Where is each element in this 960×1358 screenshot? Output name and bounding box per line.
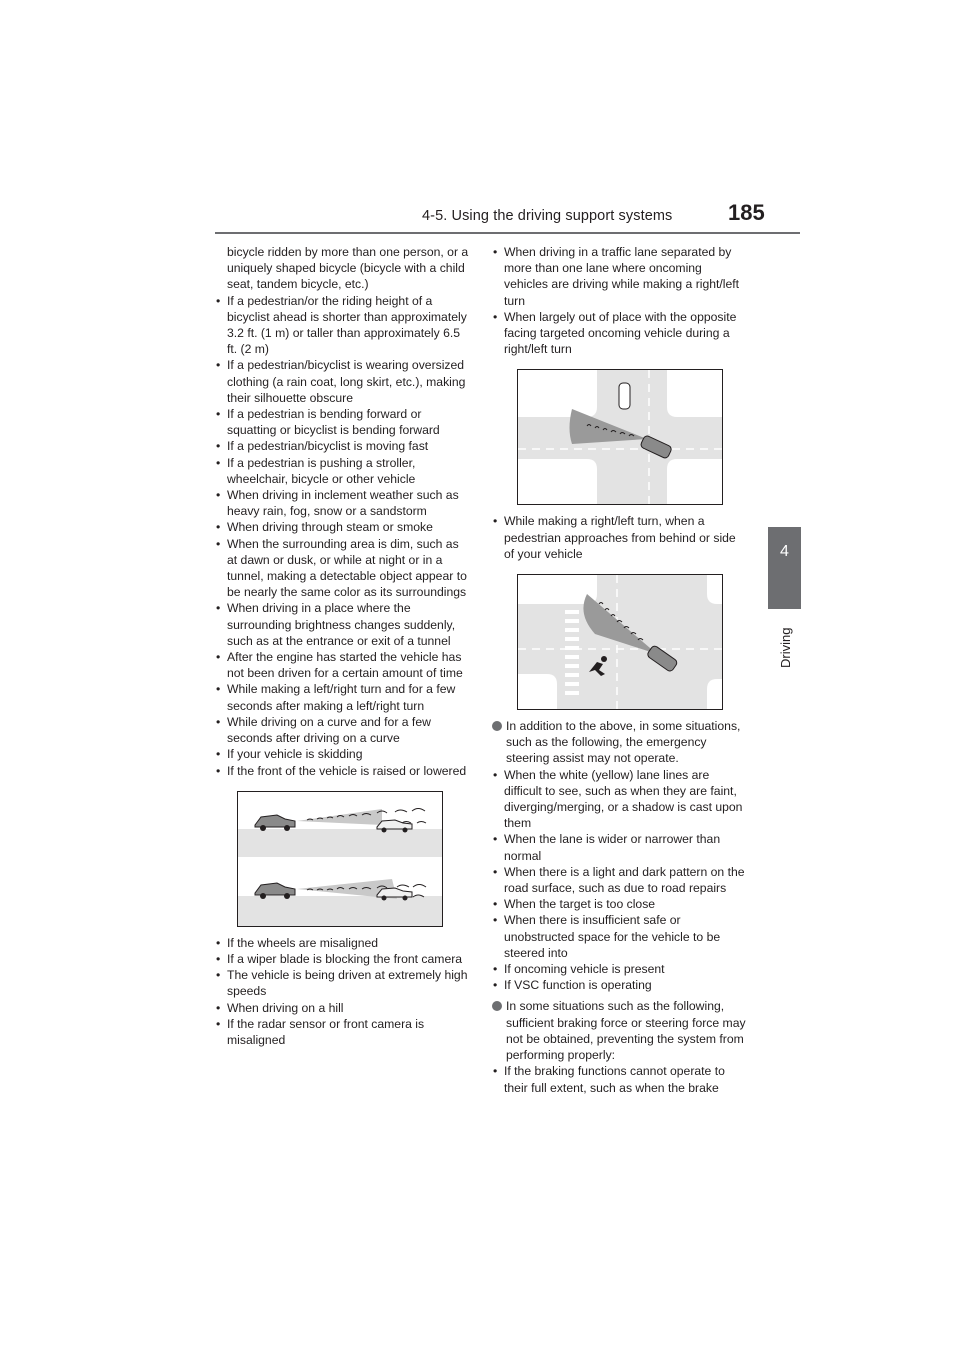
- list-item: • If the wheels are misaligned: [216, 935, 379, 950]
- list-item: • When the surrounding area is dim, such as at dawn or dusk, or while at night or in a tunnel, making a detectable object appear to be nearly the same color as its surroundings: [216, 536, 467, 600]
- list-item: • While making a left/right turn and for a few seconds after making a left/right turn: [216, 682, 456, 713]
- list-item: • If VSC function is operating: [493, 978, 652, 993]
- list-item: • When largely out of place with the opposite facing targeted oncoming vehicle during a right/left turn: [493, 309, 737, 357]
- car-icon: [619, 383, 630, 409]
- illustration-oncoming-turn: [517, 369, 747, 505]
- bullet-list-b: [215, 935, 470, 1048]
- bullet-list-a: [215, 293, 470, 779]
- chapter-label-text: Driving: [778, 627, 793, 668]
- illustration-raised-lowered-vehicle: [237, 791, 470, 927]
- page-number: 185: [728, 200, 765, 225]
- right-column: [492, 244, 747, 1096]
- list-item: • When driving in a traffic lane separated by more than one lane where oncoming vehicles are driving while making a right/left turn: [493, 245, 740, 308]
- list-item: • If your vehicle is skidding: [216, 747, 363, 762]
- list-item: • If a pedestrian/bicyclist is moving fast: [216, 439, 429, 454]
- list-item: • If the front of the vehicle is raised or lowered: [216, 763, 467, 778]
- bullet-list-e: [492, 767, 747, 994]
- list-item: • If the radar sensor or front camera is misaligned: [216, 1016, 425, 1047]
- list-item: • If oncoming vehicle is present: [493, 962, 665, 977]
- bullet-list-d: [492, 513, 747, 562]
- list-item: • When driving through steam or smoke: [216, 520, 433, 535]
- list-item: • After the engine has started the vehicle has not been driven for a certain amount of time: [216, 650, 463, 681]
- list-item: • If a pedestrian/bicyclist is wearing oversized clothing (a rain coat, long skirt, etc.), making their silhouette obscure: [216, 358, 466, 405]
- bullet-list-c: [492, 244, 747, 357]
- list-item: • If a wiper blade is blocking the front camera: [216, 951, 463, 966]
- note-emergency-steering: In addition to the above, in some situations, such as the following, the emergency steering assist may not operate.: [492, 718, 747, 767]
- list-item: • If a pedestrian is pushing a stroller, wheelchair, bicycle or other vehicle: [216, 455, 416, 486]
- list-item: • When the target is too close: [493, 897, 656, 912]
- list-item: • If the braking functions cannot operate to their full extent, such as when the brake: [493, 1064, 725, 1095]
- list-item: • The vehicle is being driven at extremely high speeds: [216, 968, 468, 999]
- header-divider: [215, 232, 800, 234]
- list-item: • When the lane is wider or narrower than normal: [493, 832, 721, 863]
- chapter-label: [775, 610, 795, 670]
- chapter-number: 4: [780, 543, 789, 560]
- bullet-list-f: [492, 1063, 747, 1095]
- note-braking-force: In some situations such as the following, sufficient braking force or steering force may not be obtained, preventing the system from performing properly:: [492, 998, 747, 1063]
- list-item: • When driving in inclement weather such as heavy rain, fog, snow or a sandstorm: [216, 488, 459, 519]
- list-item: • When the white (yellow) lane lines are difficult to see, such as when they are faint, diverging/merging, or a shadow is cast upon them: [493, 767, 743, 831]
- chapter-tab: [768, 527, 801, 609]
- list-item: • While driving on a curve and for a few seconds after driving on a curve: [216, 714, 431, 746]
- continuation-text: bicycle ridden by more than one person, or a uniquely shaped bicycle (bicycle with a child seat, tandem bicycle, etc.): [227, 245, 469, 292]
- list-item: • When driving in a place where the surrounding brightness changes suddenly, such as at the entrance or exit of a tunnel: [216, 601, 456, 648]
- list-item: • When there is a light and dark pattern on the road surface, such as due to road repairs: [493, 864, 745, 896]
- section-title: 4-5. Using the driving support systems: [422, 208, 673, 224]
- list-item: • While making a right/left turn, when a pedestrian approaches from behind or side of your vehicle: [493, 514, 736, 561]
- circle-bullet-icon: [492, 1001, 502, 1011]
- list-item: • When there is insufficient safe or unobstructed space for the vehicle to be steered into: [493, 913, 721, 960]
- illustration-pedestrian-turn: [517, 574, 747, 710]
- left-column: [215, 244, 470, 1048]
- list-item: • If a pedestrian is bending forward or squatting or bicyclist is bending forward: [216, 407, 440, 438]
- list-item: • When driving on a hill: [216, 1000, 344, 1015]
- list-item: • If a pedestrian/or the riding height of a bicyclist ahead is shorter than approximately 3.2 ft. (1 m) or taller than approximately 6.5 ft. (2 m): [216, 293, 467, 357]
- circle-bullet-icon: [492, 721, 502, 731]
